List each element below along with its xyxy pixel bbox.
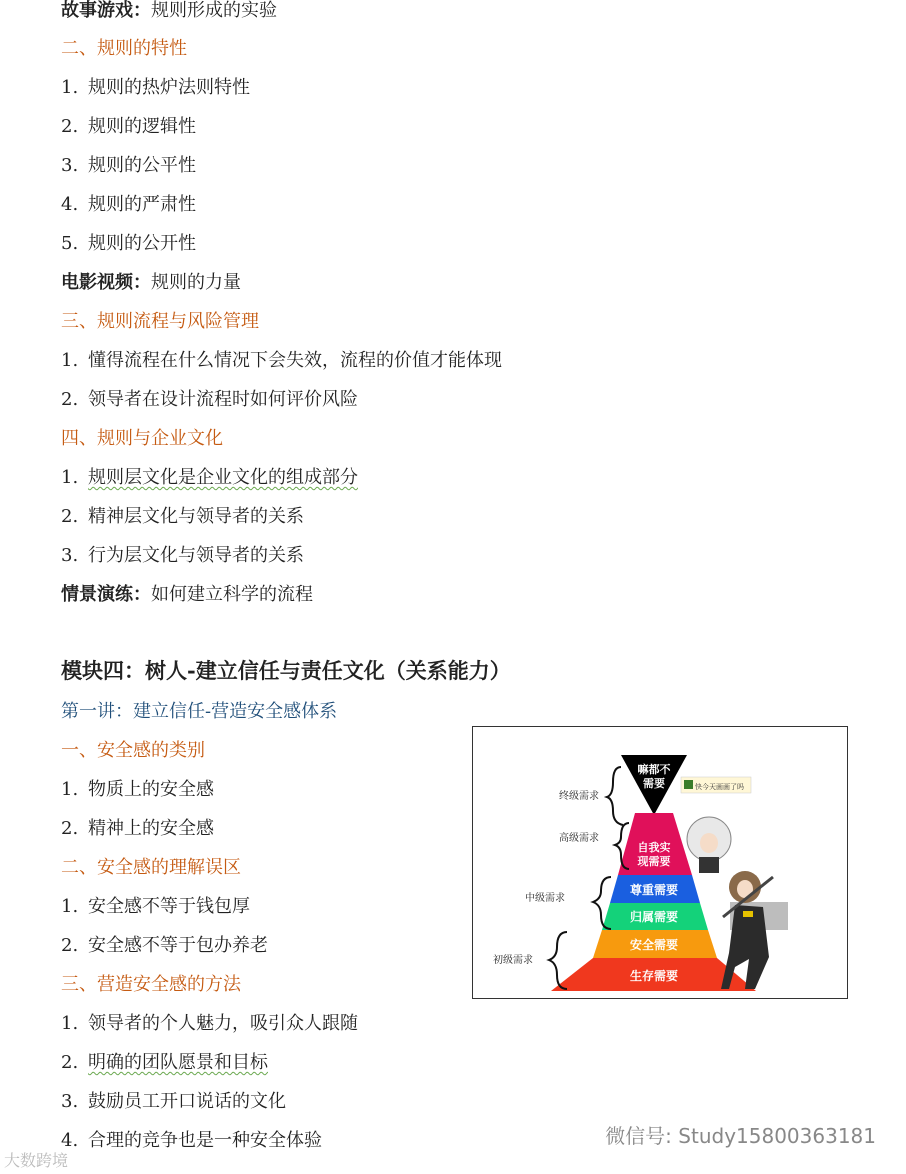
brace-ultimate	[607, 767, 623, 825]
list-item	[61, 1052, 268, 1074]
drill-line	[61, 584, 313, 606]
item-number: 1.	[61, 1013, 79, 1034]
item-text: 规则的公开性	[88, 233, 196, 254]
drill-text: 如何建立科学的流程	[151, 584, 313, 605]
item-text: 行为层文化与领导者的关系	[88, 545, 304, 566]
item-number: 1.	[61, 350, 79, 371]
item-text: 鼓励员工开口说话的文化	[88, 1091, 286, 1112]
pyramid-top-line1: 嘛都不	[637, 763, 671, 776]
item-text: 合理的竞争也是一种安全体验	[88, 1130, 322, 1151]
list-item	[61, 467, 358, 489]
item-number: 5.	[61, 233, 79, 254]
item-text: 领导者的个人魅力，吸引众人跟随	[88, 1013, 358, 1034]
layer-label-safety: 安全需要	[629, 938, 679, 952]
layer-label-self2: 现需要	[637, 855, 671, 868]
list-item	[61, 545, 304, 567]
item-text: 规则的公平性	[88, 155, 196, 176]
list-item	[61, 1130, 322, 1152]
list-item	[61, 1013, 358, 1035]
story-game-line	[61, 0, 277, 22]
list-item	[61, 506, 304, 528]
list-item	[61, 818, 214, 840]
item-text: 规则的逻辑性	[88, 116, 196, 137]
section-title: 一、安全感的类别	[61, 740, 205, 761]
item-number: 4.	[61, 1130, 79, 1151]
item-text: 懂得流程在什么情况下会失效，流程的价值才能体现	[88, 350, 502, 371]
side-label-ultimate: 终级需求	[559, 791, 599, 802]
item-text: 规则的热炉法则特性	[88, 77, 250, 98]
side-label-basic: 初级需求	[493, 955, 533, 966]
corner-watermark: 大数跨境	[4, 1151, 69, 1170]
item-number: 2.	[61, 116, 79, 137]
item-number: 2.	[61, 389, 79, 410]
movie-label: 电影视频：	[61, 272, 151, 293]
item-number: 1.	[61, 896, 79, 917]
list-item	[61, 935, 268, 957]
item-number: 4.	[61, 194, 79, 215]
list-item	[61, 1091, 286, 1113]
side-label-mid: 中级需求	[525, 893, 565, 904]
character-illustration-1	[687, 817, 731, 873]
story-game-text: 规则形成的实验	[151, 0, 277, 21]
character-illustration-2	[721, 871, 773, 989]
speech-bubble-icon	[684, 780, 693, 789]
list-item	[61, 350, 502, 372]
item-text: 领导者在设计流程时如何评价风险	[88, 389, 358, 410]
item-number: 2.	[61, 506, 79, 527]
layer-label-belonging: 归属需要	[629, 910, 679, 924]
list-item	[61, 389, 358, 411]
list-item	[61, 233, 196, 255]
item-number: 2.	[61, 818, 79, 839]
module-title: 模块四：树人-建立信任与责任文化（关系能力）	[61, 658, 511, 683]
section-title: 三、营造安全感的方法	[61, 974, 241, 995]
item-number: 3.	[61, 545, 79, 566]
section-title: 二、规则的特性	[61, 38, 187, 59]
item-number: 1.	[61, 779, 79, 800]
item-text: 明确的团队愿景和目标	[88, 1052, 268, 1073]
section-title: 三、规则流程与风险管理	[61, 311, 259, 332]
list-item	[61, 896, 250, 918]
list-item	[61, 77, 250, 99]
item-text: 精神上的安全感	[88, 818, 214, 839]
section-title: 四、规则与企业文化	[61, 428, 223, 449]
item-number: 1.	[61, 77, 79, 98]
pyramid-svg	[473, 727, 849, 1000]
item-number: 2.	[61, 935, 79, 956]
item-number: 3.	[61, 155, 79, 176]
item-text: 安全感不等于包办养老	[88, 935, 268, 956]
layer-label-self1: 自我实	[637, 841, 671, 854]
list-item	[61, 116, 196, 138]
pyramid-top-line2: 需要	[643, 777, 665, 790]
item-text: 规则的严肃性	[88, 194, 196, 215]
item-number: 2.	[61, 1052, 79, 1073]
speech-bubble-text: 快今天画画了吗	[695, 783, 744, 791]
list-item	[61, 194, 196, 216]
layer-label-survival: 生存需要	[629, 969, 679, 983]
movie-text: 规则的力量	[151, 272, 241, 293]
maslow-pyramid-figure	[472, 726, 848, 999]
side-label-high: 高级需求	[559, 833, 599, 844]
item-text: 物质上的安全感	[88, 779, 214, 800]
brace-basic	[549, 932, 567, 989]
movie-line	[61, 272, 241, 294]
item-number: 1.	[61, 467, 79, 488]
layer-label-esteem: 尊重需要	[629, 883, 679, 897]
story-game-label: 故事游戏：	[61, 0, 151, 21]
lecture-title: 第一讲：建立信任-营造安全感体系	[61, 701, 338, 722]
list-item	[61, 155, 196, 177]
item-text: 规则层文化是企业文化的组成部分	[88, 467, 358, 488]
section-title: 二、安全感的理解误区	[61, 857, 241, 878]
wechat-watermark: 微信号: Study15800363181	[605, 1124, 876, 1148]
list-item	[61, 779, 214, 801]
item-text: 精神层文化与领导者的关系	[88, 506, 304, 527]
drill-label: 情景演练：	[61, 584, 151, 605]
item-text: 安全感不等于钱包厚	[88, 896, 250, 917]
item-number: 3.	[61, 1091, 79, 1112]
